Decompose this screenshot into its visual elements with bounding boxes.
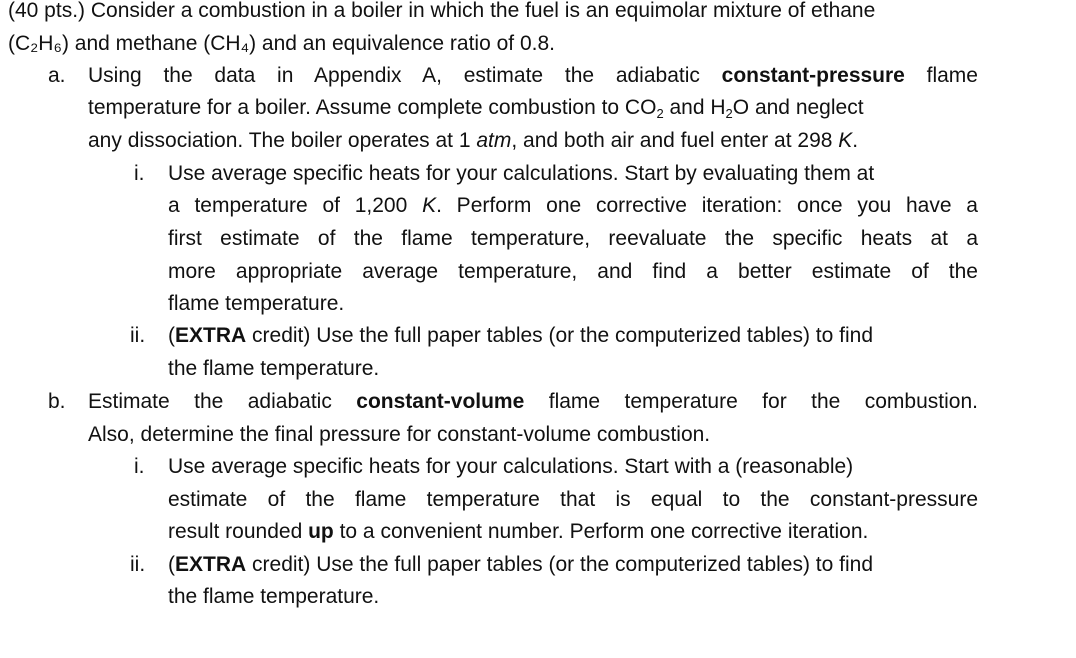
part-b-ii-marker: ii. [130,553,146,576]
part-a-i-text: . Perform one corrective iteration: once you have a [436,194,978,217]
part-b-line-2 [88,421,710,449]
part-a-text: any dissociation. The boiler operates at 1 [88,129,477,152]
part-b-text: Also, determine the final pressure for constant-volume combustion. [88,423,711,446]
part-a-i-line-1 [168,160,874,188]
part-a-marker: a. [48,64,66,87]
part-b-text: Estimate the adiabatic [88,390,332,413]
part-a-line-2 [88,94,864,122]
part-a-ii-text: the flame temperature. [168,357,380,380]
part-a-ii-line-2 [168,355,379,383]
part-a-i-line-5 [168,290,344,318]
part-b-marker: b. [48,390,66,413]
part-b-ii-text: the flame temperature. [168,585,380,608]
part-b-ii-line-2 [168,583,379,611]
problem-intro-line-1 [8,0,978,25]
problem-intro-text: (40 pts.) Consider a combustion in a boiler in which the fuel is an equimolar mixture of ethane [8,0,876,22]
part-a-i-line-4 [168,258,978,286]
part-b-ii-text: ( [168,553,175,576]
part-a-i-marker: i. [134,162,145,185]
part-a-i-text: Use average specific heats for your calculations. Start by evaluating them at [168,162,875,185]
part-b-i-line-2 [168,486,978,514]
part-b-i-emphasis: up [308,520,334,543]
part-a-text: O and neglect [732,96,864,119]
part-a-ii-text: ( [168,324,175,347]
part-a-text: Using the data in Appendix A, estimate the adiabatic [88,64,700,87]
unit-italic: K [838,129,853,152]
part-b-ii-line-1 [168,551,873,579]
part-a-i-line-3 [168,225,978,253]
part-a-i-text: first estimate of the flame temperature, reevaluate the specific heats at a [168,227,978,250]
part-a-ii-marker: ii. [130,324,146,347]
subscript: 2 [725,106,733,121]
part-a-text: and H [663,96,726,119]
problem-intro-text: (C₂H₆) and methane (CH₄) and an equivalence ratio of 0.8. [8,32,555,55]
problem-intro-line-2 [8,30,555,58]
part-b-emphasis: constant-volume [356,390,525,413]
part-b-i-marker: i. [134,455,145,478]
part-b-i-text: Use average specific heats for your calculations. Start with a (reasonable) [168,455,854,478]
part-a-text: temperature for a boiler. Assume complete combustion to CO [88,96,657,119]
part-a-text: , and both air and fuel enter at 298 [511,129,839,152]
unit-italic: atm [476,129,512,152]
part-b-i-text: estimate of the flame temperature that is equal to the constant-pressure [168,488,978,511]
extra-credit-label: EXTRA [175,553,247,576]
part-a-line-1 [88,62,978,90]
part-a-emphasis: constant-pressure [721,64,905,87]
part-a-text: flame [926,64,978,87]
part-a-ii-line-1 [168,322,873,350]
part-a-i-text: more appropriate average temperature, and find a better estimate of the [168,260,978,283]
part-b-i-line-3 [168,518,868,546]
part-b-i-text: to a convenient number. Perform one corrective iteration. [333,520,869,543]
part-b-i-text: result rounded [168,520,309,543]
part-a-i-text: flame temperature. [168,292,345,315]
unit-italic: K [422,194,437,217]
extra-credit-label: EXTRA [175,324,247,347]
part-a-line-3 [88,127,858,155]
part-b-line-1 [88,388,978,416]
part-b-ii-text: credit) Use the full paper tables (or the computerized tables) to find [246,553,873,576]
part-a-ii-text: credit) Use the full paper tables (or the computerized tables) to find [246,324,873,347]
part-b-text: flame temperature for the combustion. [548,390,978,413]
part-a-text: . [852,129,859,152]
part-a-i-line-2 [168,192,978,220]
part-b-i-line-1 [168,453,853,481]
part-a-i-text: a temperature of 1,200 [168,194,423,217]
subscript: 2 [656,106,664,121]
